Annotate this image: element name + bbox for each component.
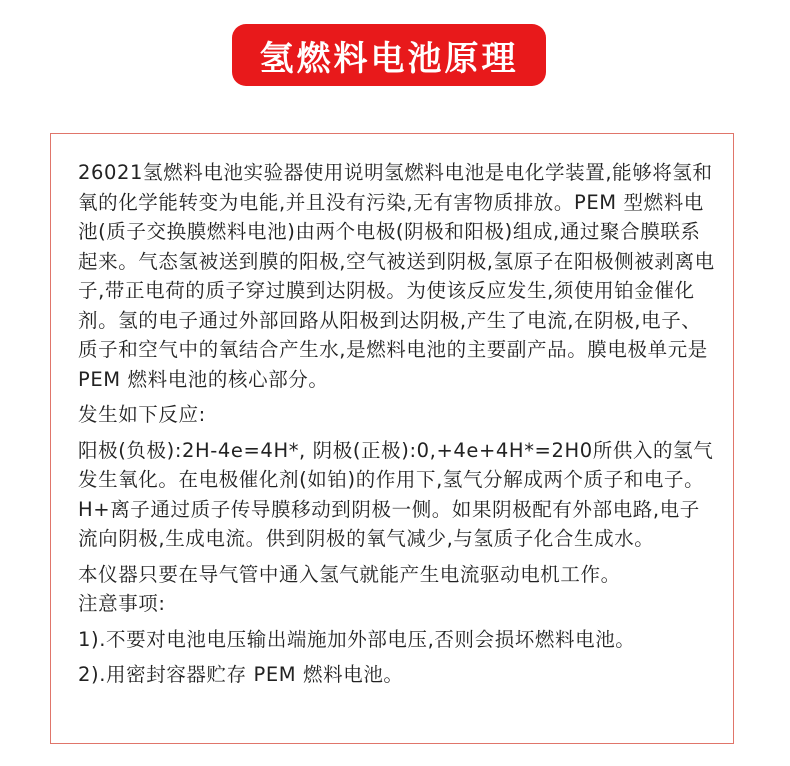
usage-paragraph: 本仪器只要在导气管中通入氢气就能产生电流驱动电机工作。 [78,562,621,586]
title-badge [232,24,546,86]
notes-heading: 注意事项: [78,592,166,615]
instruction-text [78,158,718,690]
note-item-1: 1).不要对电池电压输出端施加外部电压,否则会损坏燃料电池。 [78,627,636,651]
page-title: 氢燃料电池原理 [259,38,519,79]
intro-paragraph: 26021氢燃料电池实验器使用说明氢燃料电池是电化学装置,能够将氢和氧的化学能转变为电能,并且没有污染,无有害物质排放。PEM 型燃料电池(质子交换膜燃料电池)由两个电极(阴极和阳极)组成,通过聚合膜联系起来。气态氢被送到膜的阳极,空气被送到阴极,氢原子在阳极侧被剥离电子,带正电荷的质子穿过膜到达阴极。为使该反应发生,须使用铂金催化剂。氢的电子通过外部回路从阳极到达阴极,产生了电流,在阴极,电子、质子和空气中的氧结合产生水,是燃料电池的主要副产品。膜电极单元是 PEM 燃料电池的核心部分。 [78,161,715,391]
note-item-2: 2).用密封容器贮存 PEM 燃料电池。 [78,663,404,686]
reaction-heading: 发生如下反应: [78,403,206,426]
reaction-paragraph: 阳极(负极):2H-4e=4H*, 阴极(正极):0,+4e+4H*=2H0所供入的氢气发生氧化。在电极催化剂(如铂)的作用下,氢气分解成两个质子和电子。H+离子通过质子传导膜移动到阴极一侧。如果阴极配有外部电路,电子流向阴极,生成电流。供到阴极的氧气减少,与氢质子化合生成水。 [78,438,714,550]
